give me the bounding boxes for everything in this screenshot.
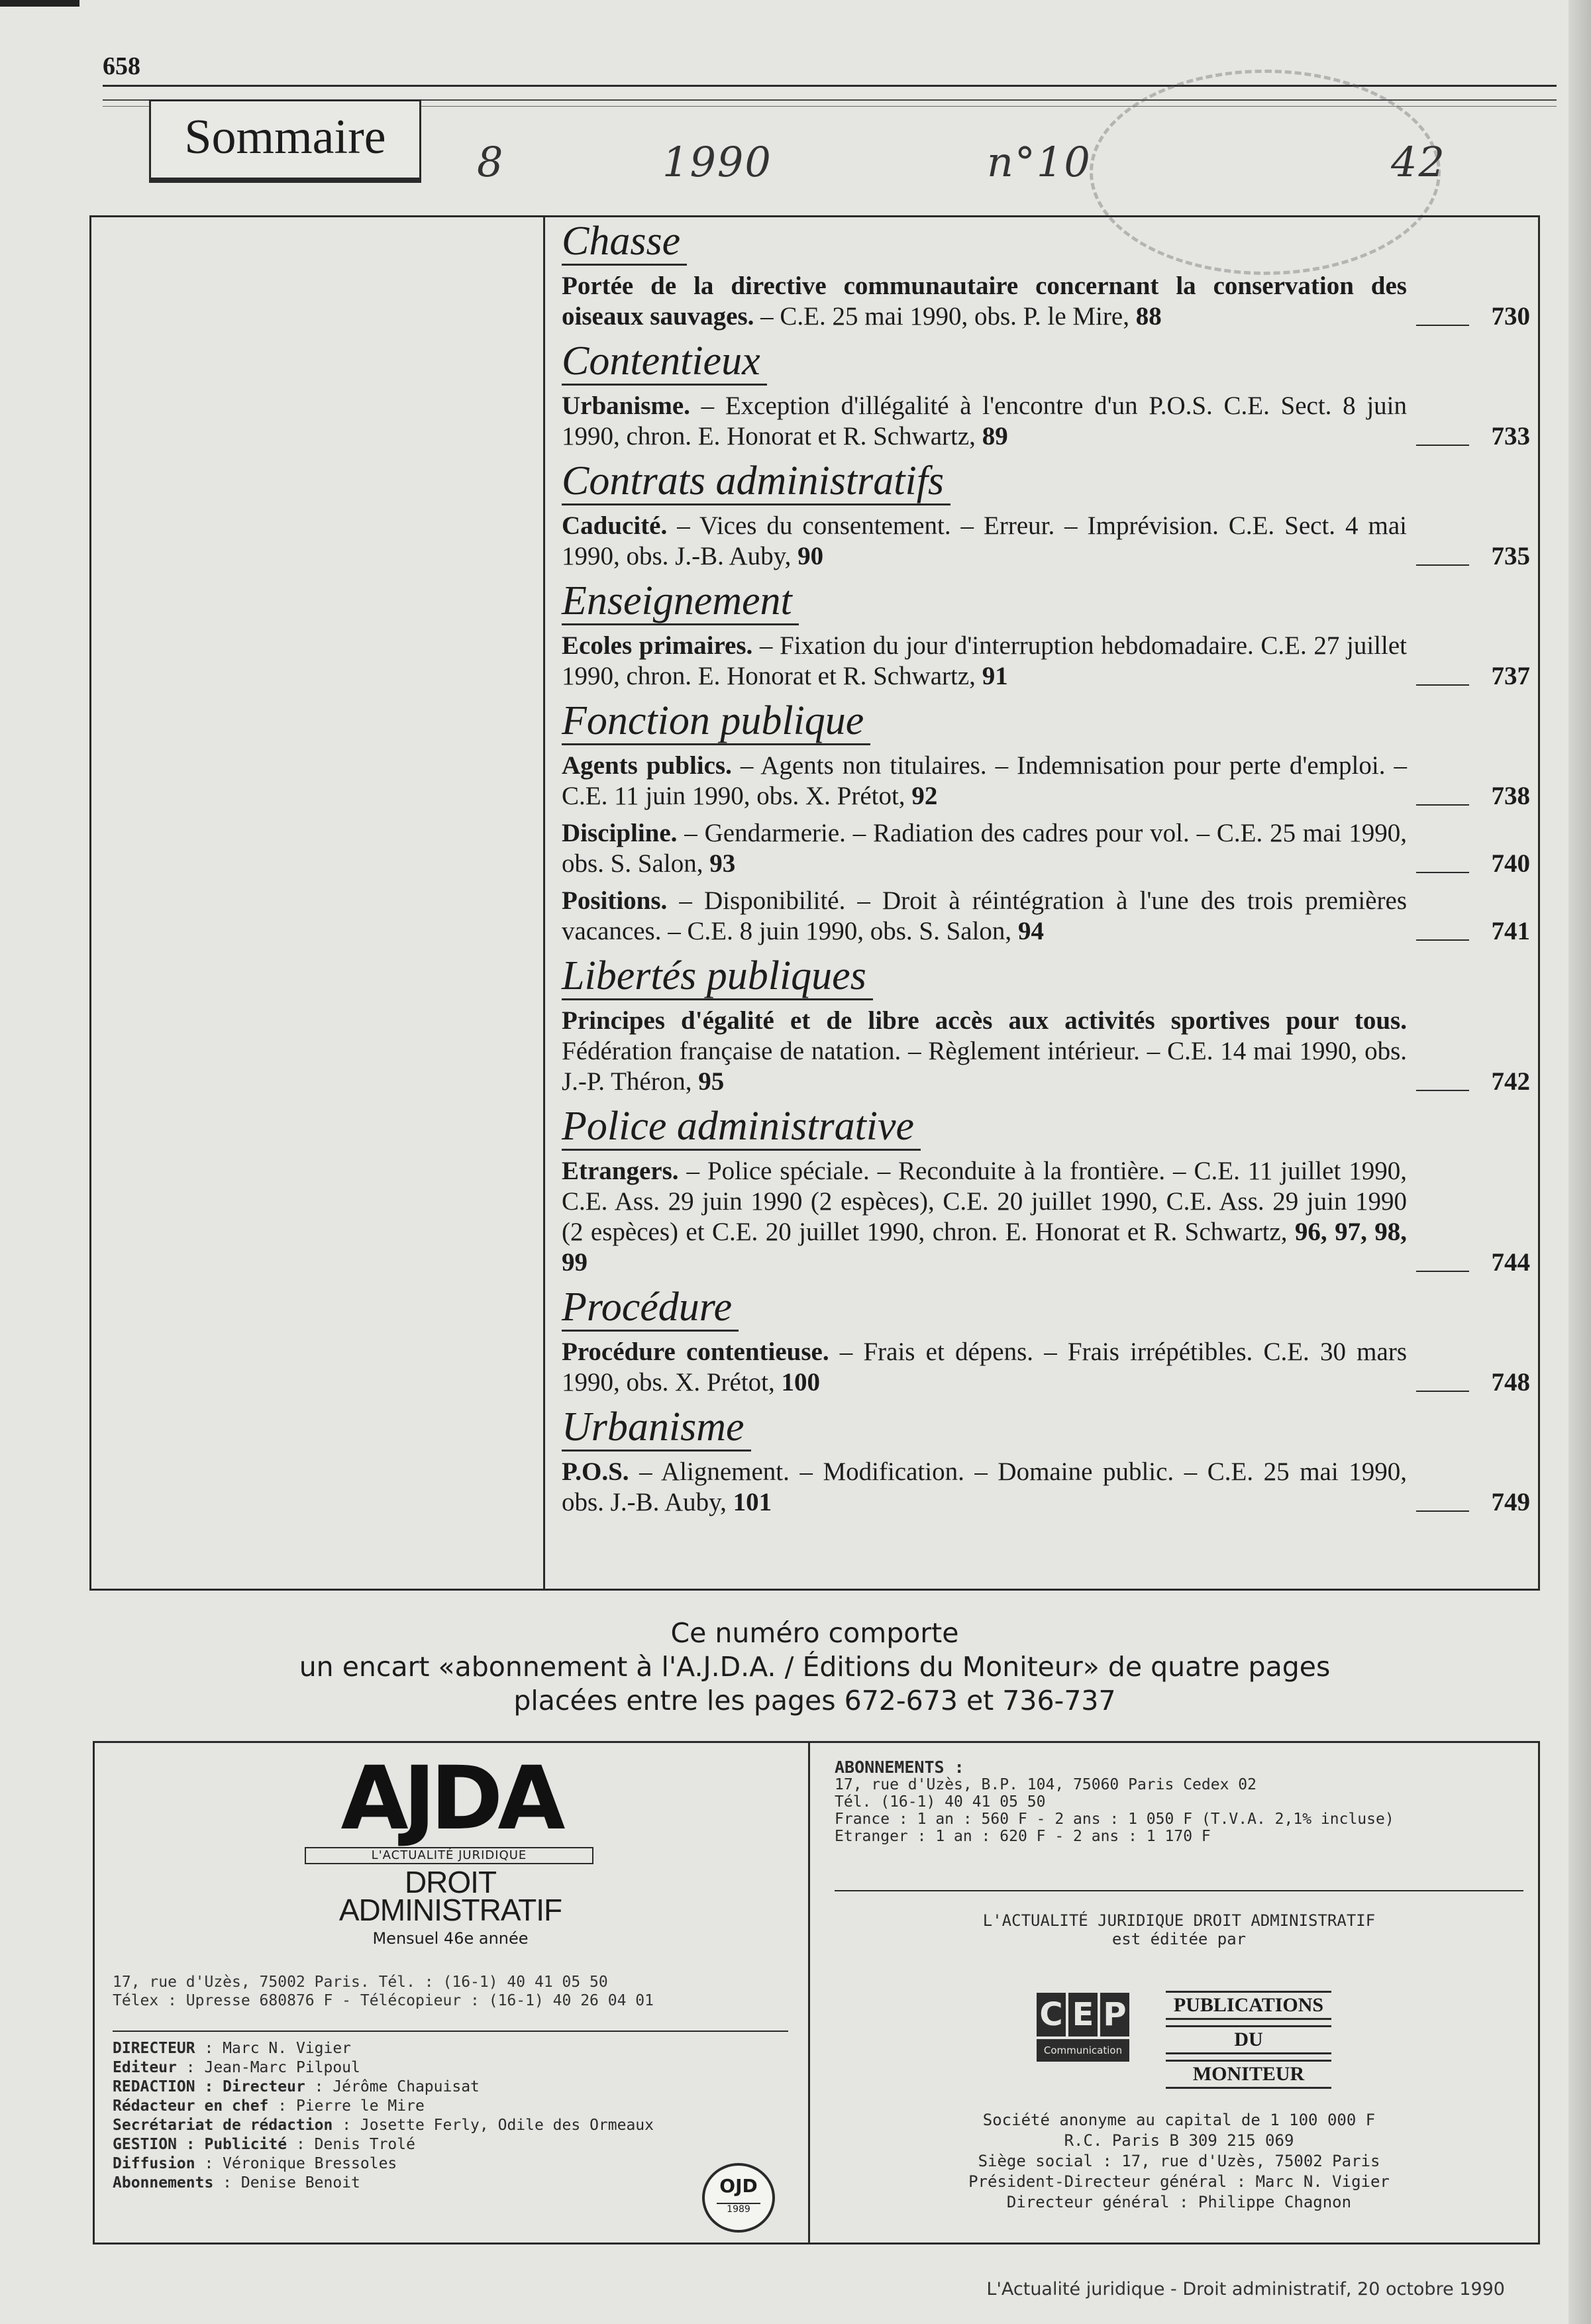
- ajda-title-line: ADMINISTRATIF: [338, 1893, 562, 1927]
- toc-section: [562, 953, 1530, 1097]
- toc-entry: [562, 1457, 1530, 1518]
- entry-keyword: Positions.: [562, 886, 668, 915]
- entry-text: – Fixation du jour d'interruption hebdomadaire. C.E. 27 juillet 1990, chron. E. Honorat et R. Schwartz,: [562, 631, 1407, 690]
- section-title: Procédure: [562, 1285, 739, 1332]
- ajda-tagline: L'ACTUALITÉ JURIDIQUE: [305, 1847, 593, 1864]
- handwritten-note: 1990: [662, 138, 772, 186]
- leader-line: [1416, 872, 1469, 873]
- staff-row: [113, 2097, 788, 2116]
- toc-divider: [543, 215, 545, 1591]
- table-of-contents: [562, 219, 1530, 1524]
- leader-line: [1416, 564, 1469, 566]
- leader-line: [1416, 325, 1469, 326]
- staff-row: [113, 2174, 788, 2193]
- entry-text: – Alignement. – Modification. – Domaine public. – C.E. 25 mai 1990, obs. J.-B. Auby,: [562, 1457, 1407, 1516]
- leader-line: [1416, 684, 1469, 686]
- entry-text: – Exception d'illégalité à l'encontre d'un P.O.S. C.E. Sect. 8 juin 1990, chron. E. Honorat et R. Schwartz,: [562, 392, 1407, 450]
- sommaire-heading: Sommaire: [149, 99, 421, 183]
- entry-keyword: Portée de la directive communautaire concernant la conservation des oiseaux sauvages.: [562, 272, 1407, 331]
- entry-number: 94: [1017, 917, 1044, 945]
- subscriptions-line: France : 1 an : 560 F - 2 ans : 1 050 F (T.V.A. 2,1% incluse): [835, 1811, 1394, 1828]
- staff-role: Secrétariat de rédaction: [113, 2117, 333, 2134]
- entry-number: 95: [698, 1067, 725, 1096]
- entry-number: 92: [911, 782, 938, 810]
- notice-line: placées entre les pages 672-673 et 736-737: [513, 1685, 1116, 1717]
- section-title: Urbanisme: [562, 1404, 751, 1452]
- entry-keyword: Etrangers.: [562, 1157, 679, 1185]
- entry-keyword: Principes d'égalité et de libre accès aux activités sportives pour tous.: [562, 1006, 1407, 1035]
- corporate-line: Directeur général : Philippe Chagnon: [1006, 2193, 1352, 2211]
- corporate-line: Siège social : 17, rue d'Uzès, 75002 Paris: [978, 2152, 1380, 2170]
- toc-entry: [562, 631, 1530, 692]
- leader-line: [1416, 1271, 1469, 1272]
- page-footer: L'Actualité juridique - Droit administratif, 20 octobre 1990: [986, 2279, 1505, 2299]
- entry-keyword: Caducité.: [562, 511, 668, 540]
- subscriptions-title: ABONNEMENTS :: [835, 1758, 964, 1777]
- toc-entry: [562, 1337, 1530, 1398]
- toc-entry: [562, 818, 1530, 879]
- entry-keyword: Ecoles primaires.: [562, 631, 753, 660]
- staff-name: : Marc N. Vigier: [195, 2040, 352, 2057]
- ajda-title-line: DROIT: [404, 1865, 497, 1899]
- scan-corner: [0, 0, 79, 7]
- toc-section: [562, 578, 1530, 692]
- corporate-line: Société anonyme au capital de 1 100 000 F: [982, 2111, 1376, 2129]
- toc-section: [562, 1104, 1530, 1278]
- leader-line: [1416, 939, 1469, 941]
- entry-page-number: 742: [1491, 1067, 1530, 1096]
- page-edge: [1568, 0, 1591, 2324]
- toc-section: [562, 219, 1530, 332]
- cep-logo: [1037, 1993, 1129, 2066]
- entry-keyword: Urbanisme.: [562, 392, 690, 420]
- leader-line: [1416, 1510, 1469, 1512]
- staff-name: : Denise Benoit: [213, 2174, 360, 2192]
- ajda-frequency: Mensuel 46e année: [372, 1929, 529, 1948]
- staff-row: [113, 2058, 788, 2078]
- entry-keyword: Discipline.: [562, 819, 678, 847]
- entry-keyword: Agents publics.: [562, 751, 732, 780]
- handwritten-note: 8: [477, 138, 505, 186]
- entry-text: – Frais et dépens. – Frais irrépétibles. C.E. 30 mars 1990, obs. X. Prétot,: [562, 1338, 1407, 1397]
- address-line: Télex : Upresse 680876 F - Télécopieur : (16-1) 40 26 04 01: [113, 1992, 654, 2009]
- entry-keyword: Procédure contentieuse.: [562, 1338, 829, 1366]
- staff-role: Abonnements: [113, 2174, 214, 2192]
- staff-role: REDACTION : Directeur: [113, 2078, 305, 2095]
- staff-name: : Jérôme Chapuisat: [305, 2078, 480, 2095]
- page-number: 658: [103, 52, 140, 80]
- entry-page-number: 748: [1491, 1368, 1530, 1397]
- section-title: Chasse: [562, 219, 687, 266]
- staff-name: : Véronique Bressoles: [195, 2155, 397, 2172]
- entry-text: Fédération française de natation. – Règlement intérieur. – C.E. 14 mai 1990, obs. J.-P. Théron,: [562, 1037, 1407, 1096]
- subscriptions-line: 17, rue d'Uzès, B.P. 104, 75060 Paris Cedex 02: [835, 1776, 1257, 1793]
- cep-letter: E: [1068, 1993, 1098, 2036]
- entry-number: 90: [797, 542, 824, 570]
- staff-row: [113, 2116, 788, 2135]
- toc-entry: [562, 511, 1530, 572]
- entry-number: 100: [781, 1368, 820, 1397]
- moniteur-logo-line: PUBLICATIONS: [1166, 1991, 1331, 2020]
- toc-entry: [562, 886, 1530, 947]
- entry-page-number: 735: [1491, 542, 1530, 570]
- subscriptions: [835, 1759, 1523, 1845]
- toc-entry: [562, 1006, 1530, 1097]
- toc-section: [562, 1285, 1530, 1398]
- cep-letter: C: [1037, 1993, 1066, 2036]
- entry-number: 91: [982, 662, 1008, 690]
- staff-row: [113, 2039, 788, 2058]
- staff-row: [113, 2078, 788, 2097]
- entry-text: – Vices du consentement. – Erreur. – Imprévision. C.E. Sect. 4 mai 1990, obs. J.-B. Auby,: [562, 511, 1407, 570]
- entry-page-number: 741: [1491, 917, 1530, 945]
- notice-line: Ce numéro comporte: [670, 1617, 959, 1649]
- entry-page-number: 740: [1491, 849, 1530, 878]
- entry-text: – Police spéciale. – Reconduite à la frontière. – C.E. 11 juillet 1990, C.E. Ass. 29 juin 1990 (2 espèces), C.E. 20 juillet 1990, C.E. Ass. 29 juin 1990 (2 espèces) et C.E. 20 juillet 1990, chron. E. Honorat et R. Schwartz,: [562, 1157, 1407, 1246]
- publisher-credit-line: est éditée par: [1111, 1930, 1247, 1948]
- toc-entry: [562, 751, 1530, 812]
- entry-text: – Gendarmerie. – Radiation des cadres pour vol. – C.E. 25 mai 1990, obs. S. Salon,: [562, 819, 1407, 878]
- cep-letter: P: [1100, 1993, 1129, 2036]
- entry-number: 93: [709, 849, 736, 878]
- insert-notice: [89, 1616, 1540, 1718]
- publisher-credit-line: L'ACTUALITÉ JURIDIQUE DROIT ADMINISTRATIF: [982, 1911, 1376, 1930]
- corporate-info: [835, 2110, 1523, 2213]
- section-title: Fonction publique: [562, 698, 870, 745]
- cep-subtitle: Communication: [1037, 2039, 1129, 2062]
- toc-section: [562, 698, 1530, 947]
- entry-page-number: 737: [1491, 662, 1530, 690]
- moniteur-logo-line: MONITEUR: [1166, 2060, 1331, 2089]
- entry-text: – Agents non titulaires. – Indemnisation pour perte d'emploi. – C.E. 11 juin 1990, obs. X. Prétot,: [562, 751, 1407, 810]
- staff-role: Rédacteur en chef: [113, 2097, 269, 2115]
- entry-page-number: 744: [1491, 1248, 1530, 1277]
- notice-line: un encart «abonnement à l'A.J.D.A. / Éditions du Moniteur» de quatre pages: [299, 1651, 1331, 1683]
- ajda-address: [113, 1973, 788, 2010]
- staff-list: [113, 2039, 788, 2193]
- staff-row: [113, 2154, 788, 2174]
- entry-page-number: 749: [1491, 1488, 1530, 1516]
- handwritten-note: 42: [1391, 138, 1446, 186]
- entry-number: 101: [733, 1488, 772, 1516]
- address-line: 17, rue d'Uzès, 75002 Paris. Tél. : (16-1) 40 41 05 50: [113, 1974, 608, 1991]
- staff-name: : Denis Trolé: [287, 2136, 415, 2153]
- leader-line: [1416, 1391, 1469, 1392]
- subscriptions-rule: [835, 1890, 1523, 1891]
- corporate-line: R.C. Paris B 309 215 069: [1064, 2131, 1294, 2150]
- ojd-year: 1989: [717, 2203, 760, 2215]
- moniteur-logo: [1166, 1991, 1331, 2094]
- staff-name: : Josette Ferly, Odile des Ormeaux: [333, 2117, 654, 2134]
- section-title: Contentieux: [562, 339, 767, 386]
- toc-section: [562, 339, 1530, 452]
- moniteur-logo-line: DU: [1166, 2025, 1331, 2054]
- entry-page-number: 738: [1491, 782, 1530, 810]
- section-title: Police administrative: [562, 1104, 921, 1151]
- entry-keyword: P.O.S.: [562, 1457, 629, 1486]
- staff-role: GESTION : Publicité: [113, 2136, 287, 2153]
- toc-section: [562, 1404, 1530, 1518]
- publisher-credit: [835, 1911, 1523, 1948]
- entry-number: 96, 97, 98, 99: [562, 1218, 1407, 1277]
- entry-number: 88: [1135, 302, 1162, 331]
- staff-name: : Pierre le Mire: [268, 2097, 425, 2115]
- ajda-logo: AJDA: [340, 1748, 560, 1850]
- staff-row: [113, 2135, 788, 2154]
- leader-line: [1416, 445, 1469, 446]
- toc-entry: [562, 271, 1530, 332]
- subscriptions-line: Etranger : 1 an : 620 F - 2 ans : 1 170 F: [835, 1828, 1211, 1845]
- toc-section: [562, 458, 1530, 572]
- ajda-title: [252, 1865, 649, 1927]
- ojd-label: OJD: [719, 2175, 758, 2197]
- staff-role: DIRECTEUR: [113, 2040, 195, 2057]
- toc-entry: [562, 1156, 1530, 1278]
- ojd-badge: [702, 2163, 775, 2233]
- entry-text: – C.E. 25 mai 1990, obs. P. le Mire,: [754, 302, 1136, 331]
- section-title: Libertés publiques: [562, 953, 873, 1000]
- staff-role: Diffusion: [113, 2155, 195, 2172]
- masthead-rule: [113, 2031, 788, 2032]
- toc-entry: [562, 391, 1530, 452]
- leader-line: [1416, 1090, 1469, 1091]
- entry-page-number: 730: [1491, 302, 1530, 331]
- entry-text: – Disponibilité. – Droit à réintégration à l'une des trois premières vacances. – C.E. 8 juin 1990, obs. S. Salon,: [562, 886, 1407, 945]
- masthead-divider: [808, 1741, 810, 2245]
- subscriptions-line: Tél. (16-1) 40 41 05 50: [835, 1793, 1046, 1811]
- corporate-line: Président-Directeur général : Marc N. Vigier: [968, 2172, 1390, 2191]
- entry-page-number: 733: [1491, 422, 1530, 450]
- section-title: Enseignement: [562, 578, 799, 625]
- section-title: Contrats administratifs: [562, 458, 950, 505]
- handwritten-note: n°10: [987, 138, 1092, 186]
- staff-role: Editeur: [113, 2059, 177, 2076]
- staff-name: : Jean-Marc Pilpoul: [176, 2059, 360, 2076]
- entry-number: 89: [982, 422, 1008, 450]
- leader-line: [1416, 804, 1469, 806]
